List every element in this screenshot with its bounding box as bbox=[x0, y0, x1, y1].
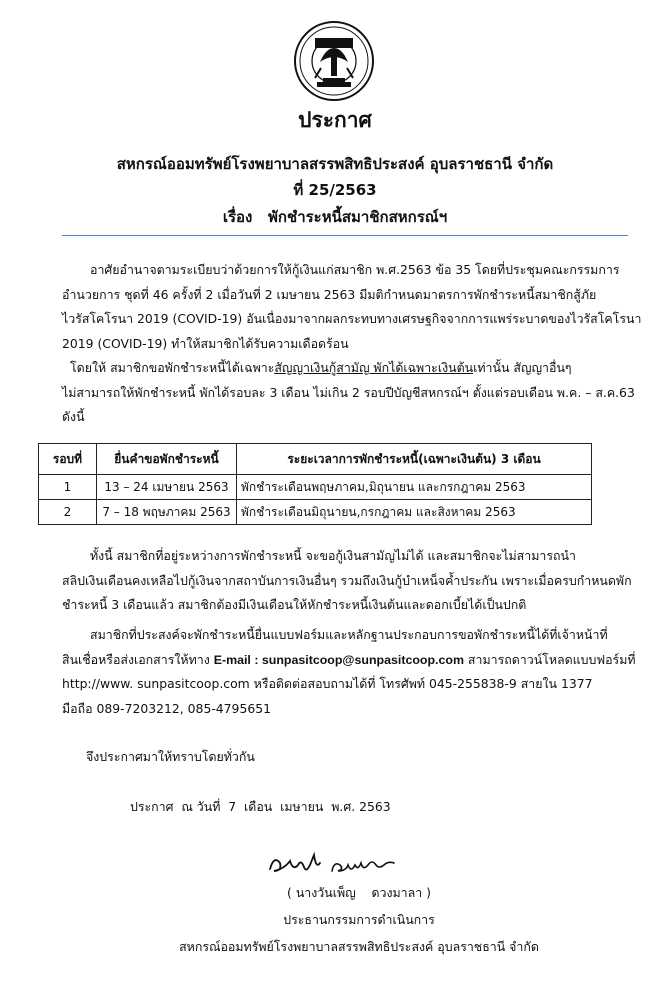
organization-name: สหกรณ์ออมทรัพย์โรงพยาบาลสรรพสิทธิประสงค์ อุบลราชธานี จำกัด bbox=[116, 155, 554, 173]
table-cell: พักชำระเดือนมิถุนายน,กรกฎาคม และสิงหาคม 2563 bbox=[237, 500, 592, 525]
underlined-text: สัญญาเงินกู้สามัญ พักได้เฉพาะเงินต้น bbox=[274, 360, 474, 375]
text-segment: โดยให้ สมาชิกขอพักชำระหนี้ได้เฉพาะ bbox=[70, 360, 275, 375]
table-header: ยื่นคำขอพักชำระหนี้ bbox=[97, 444, 237, 475]
paragraph-line: ไวรัสโคโรนา 2019 (COVID-19) อันเนื่องมาจากผลกระทบทางเศรษฐกิจจากการแพร่ระบาดของไวรัสโคโรนา bbox=[62, 311, 642, 326]
table-row bbox=[39, 500, 592, 525]
paragraph-line: ไม่สามารถให้พักชำระหนี้ พักได้รอบละ 3 เดือน ไม่เกิน 2 รอบปีบัญชีสหกรณ์ฯ ตั้งแต่รอบเดือน พ.ค. – ส.ค.63 bbox=[62, 384, 635, 400]
paragraph-line: 2019 (COVID-19) ทำให้สมาชิกได้รับความเดือดร้อน bbox=[62, 335, 349, 351]
website-contact-line: http://www. sunpasitcoop.com หรือติดต่อสอบถามได้ที่ โทรศัพท์ 045-255838-9 สายใน 1377 bbox=[62, 676, 593, 691]
header-divider bbox=[62, 235, 628, 236]
announcement-subject: เรื่อง พักชำระหนี้สมาชิกสหกรณ์ฯ bbox=[222, 208, 448, 226]
text-segment: สามารถดาวน์โหลดแบบฟอร์มที่ bbox=[463, 651, 636, 667]
document-title: ประกาศ bbox=[298, 108, 372, 132]
announcement-number: ที่ 25/2563 bbox=[293, 181, 377, 199]
table-cell: 7 – 18 พฤษภาคม 2563 bbox=[97, 500, 237, 525]
paragraph-line: ดังนี้ bbox=[62, 409, 85, 424]
paragraph-line: ทั้งนี้ สมาชิกที่อยู่ระหว่างการพักชำระหนี้ จะขอกู้เงินสามัญไม่ได้ และสมาชิกจะไม่สามารถนำ bbox=[90, 548, 576, 563]
paragraph-line: สมาชิกที่ประสงค์จะพักชำระหนี้ยื่นแบบฟอร์มและหลักฐานประกอบการขอพักชำระหนี้ได้ที่เจ้าหน้าที่ bbox=[90, 627, 608, 642]
deferment-schedule-table bbox=[38, 443, 592, 525]
paragraph-line: อำนวยการ ชุดที่ 46 ครั้งที่ 2 เมื่อวันที่ 2 เมษายน 2563 มีมติกำหนดมาตรการพักชำระหนี้สมาชิกสู้ภัย bbox=[62, 286, 597, 302]
handwritten-signature bbox=[262, 845, 422, 881]
table-header: รอบที่ bbox=[39, 444, 97, 475]
paragraph-conditions bbox=[62, 544, 632, 618]
paragraph-line bbox=[62, 356, 628, 381]
table-cell: 13 – 24 เมษายน 2563 bbox=[97, 475, 237, 500]
text-segment: สินเชื่อหรือส่งเอกสารให้ทาง bbox=[62, 651, 214, 667]
signer-name: ( นางวันเพ็ญ ดวงมาลา ) bbox=[287, 885, 431, 900]
table-cell: 2 bbox=[39, 500, 97, 525]
table-row bbox=[39, 475, 592, 500]
paragraph-contact bbox=[62, 623, 636, 721]
paragraph-line: สลิปเงินเดือนคงเหลือไปกู้เงินจากสถาบันการเงินอื่นๆ รวมถึงเงินกู้บำเหน็จค้ำประกัน เพราะเมื่อครบกำหนดพัก bbox=[62, 572, 632, 588]
signer-position: ประธานกรรมการดำเนินการ bbox=[283, 912, 435, 927]
cooperative-seal-icon bbox=[293, 20, 375, 102]
paragraph-eligibility bbox=[62, 356, 635, 430]
table-header-row bbox=[39, 444, 592, 475]
paragraph-line bbox=[62, 648, 636, 673]
table-cell: พักชำระเดือนพฤษภาคม,มิถุนายน และกรกฎาคม 2563 bbox=[237, 475, 592, 500]
announcement-date: ประกาศ ณ วันที่ 7 เดือน เมษายน พ.ศ. 2563 bbox=[130, 799, 391, 814]
mobile-contact-line: มือถือ 089-7203212, 085-4795651 bbox=[62, 700, 271, 716]
text-segment: เท่านั้น สัญญาอื่นๆ bbox=[473, 360, 572, 375]
closing-statement: จึงประกาศมาให้ทราบโดยทั่วกัน bbox=[86, 749, 255, 764]
email-link[interactable]: E-mail : sunpasitcoop@sunpasitcoop.com bbox=[213, 652, 464, 667]
table-cell: 1 bbox=[39, 475, 97, 500]
table-header: ระยะเวลาการพักชำระหนี้(เฉพาะเงินต้น) 3 เดือน bbox=[237, 444, 592, 475]
signer-organization: สหกรณ์ออมทรัพย์โรงพยาบาลสรรพสิทธิประสงค์ อุบลราชธานี จำกัด bbox=[179, 939, 539, 954]
paragraph-line: อาศัยอำนาจตามระเบียบว่าด้วยการให้กู้เงินแก่สมาชิก พ.ศ.2563 ข้อ 35 โดยที่ประชุมคณะกรรมการ bbox=[90, 262, 620, 277]
paragraph-authority bbox=[62, 258, 642, 356]
paragraph-line: ชำระหนี้ 3 เดือนแล้ว สมาชิกต้องมีเงินเดือนให้หักชำระหนี้เงินต้นและดอกเบี้ยได้เป็นปกติ bbox=[62, 597, 527, 612]
